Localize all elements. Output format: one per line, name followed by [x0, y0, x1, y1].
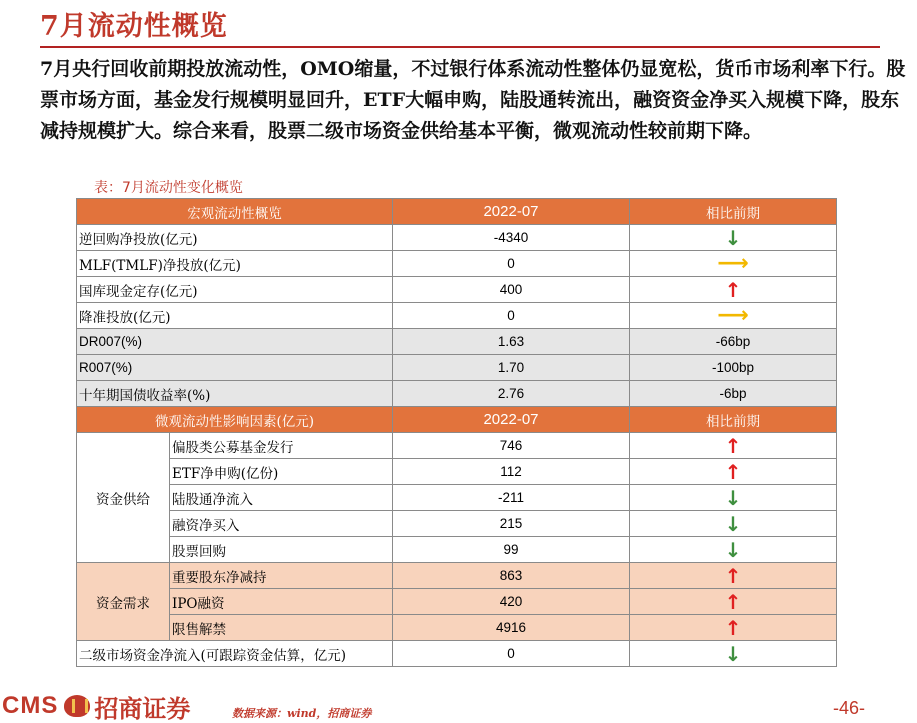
row-value: 215 — [393, 511, 630, 537]
row-value: 1.70 — [393, 355, 630, 381]
arrow-right-icon: ⟶ — [717, 250, 749, 276]
row-label: DR007(%) — [77, 329, 393, 355]
row-value: 112 — [393, 459, 630, 485]
table-row — [77, 433, 837, 459]
table-row — [77, 615, 837, 641]
row-value: 2.76 — [393, 381, 630, 407]
row-label: 重要股东净减持 — [170, 563, 393, 589]
micro-header-period: 2022-07 — [393, 407, 630, 433]
macro-header-period: 2022-07 — [393, 199, 630, 225]
row-value: 746 — [393, 433, 630, 459]
logo-emblem-icon — [64, 695, 90, 717]
arrow-down-icon: ↓ — [724, 537, 742, 562]
row-change: -66bp — [630, 329, 837, 355]
table-caption: 表：7月流动性变化概览 — [94, 180, 243, 196]
micro-header-title: 微观流动性影响因素(亿元) — [77, 407, 393, 433]
table-row — [77, 511, 837, 537]
table-row — [77, 641, 837, 667]
table-row — [77, 563, 837, 589]
table-row — [77, 303, 837, 329]
row-value: 863 — [393, 563, 630, 589]
row-label: 降准投放(亿元) — [77, 303, 393, 329]
arrow-down-icon: ↓ — [724, 485, 742, 510]
arrow-up-icon: ↑ — [724, 277, 742, 302]
row-value: 0 — [393, 303, 630, 329]
micro-header-change: 相比前期 — [630, 407, 837, 433]
title-divider — [40, 46, 880, 48]
row-value: 0 — [393, 251, 630, 277]
row-value: -211 — [393, 485, 630, 511]
row-value: 0 — [393, 641, 630, 667]
arrow-up-icon: ↑ — [724, 615, 742, 640]
row-change: -6bp — [630, 381, 837, 407]
group-label-supply: 资金供给 — [77, 433, 170, 563]
table-row — [77, 381, 837, 407]
group-label-demand: 资金需求 — [77, 563, 170, 641]
row-label: 限售解禁 — [170, 615, 393, 641]
row-label: 逆回购净投放(亿元) — [77, 225, 393, 251]
row-label: 偏股类公募基金发行 — [170, 433, 393, 459]
row-change: -100bp — [630, 355, 837, 381]
arrow-up-icon: ↑ — [724, 589, 742, 614]
row-value: 400 — [393, 277, 630, 303]
arrow-down-icon: ↓ — [724, 511, 742, 536]
table-row — [77, 329, 837, 355]
arrow-up-icon: ↑ — [724, 563, 742, 588]
logo-latin: CMS — [2, 692, 59, 719]
company-logo — [2, 692, 191, 723]
logo-chinese: 招商证券 — [94, 693, 191, 723]
row-label: 股票回购 — [170, 537, 393, 563]
arrow-up-icon: ↑ — [724, 459, 742, 484]
arrow-down-icon: ↓ — [724, 641, 742, 666]
row-label: ETF净申购(亿份) — [170, 459, 393, 485]
row-value: 4916 — [393, 615, 630, 641]
table-row — [77, 485, 837, 511]
row-label: MLF(TMLF)净投放(亿元) — [77, 251, 393, 277]
row-label: 十年期国债收益率(%) — [77, 381, 393, 407]
page-title: 7月流动性概览 — [40, 11, 228, 42]
macro-header-row — [77, 199, 837, 225]
table-row — [77, 589, 837, 615]
row-label: 二级市场资金净流入(可跟踪资金估算，亿元) — [77, 641, 393, 667]
table-row — [77, 251, 837, 277]
arrow-up-icon: ↑ — [724, 433, 742, 458]
table-row — [77, 537, 837, 563]
row-label: 融资净买入 — [170, 511, 393, 537]
liquidity-table — [76, 198, 837, 667]
table-row — [77, 225, 837, 251]
table-row — [77, 277, 837, 303]
row-value: 99 — [393, 537, 630, 563]
row-value: 1.63 — [393, 329, 630, 355]
row-label: IPO融资 — [170, 589, 393, 615]
arrow-down-icon: ↓ — [724, 225, 742, 250]
table-row — [77, 355, 837, 381]
table-row — [77, 459, 837, 485]
row-label: R007(%) — [77, 355, 393, 381]
arrow-right-icon: ⟶ — [717, 302, 749, 328]
row-label: 陆股通净流入 — [170, 485, 393, 511]
page-number: -46- — [833, 698, 866, 718]
row-value: 420 — [393, 589, 630, 615]
summary-paragraph: 7月央行回收前期投放流动性，OMO缩量，不过银行体系流动性整体仍显宽松，货币市场利率下行。股票市场方面，基金发行规模明显回升，ETF大幅申购，陆股通转流出，融资资金净买入规模下降，股东减持规模扩大。综合来看，股票二级市场资金供给基本平衡，微观流动性较前期下降。 — [40, 58, 906, 142]
macro-header-change: 相比前期 — [630, 199, 837, 225]
row-label: 国库现金定存(亿元) — [77, 277, 393, 303]
micro-header-row — [77, 407, 837, 433]
macro-header-title: 宏观流动性概览 — [77, 199, 393, 225]
data-source-note: 数据来源：wind，招商证券 — [232, 707, 372, 720]
row-value: -4340 — [393, 225, 630, 251]
